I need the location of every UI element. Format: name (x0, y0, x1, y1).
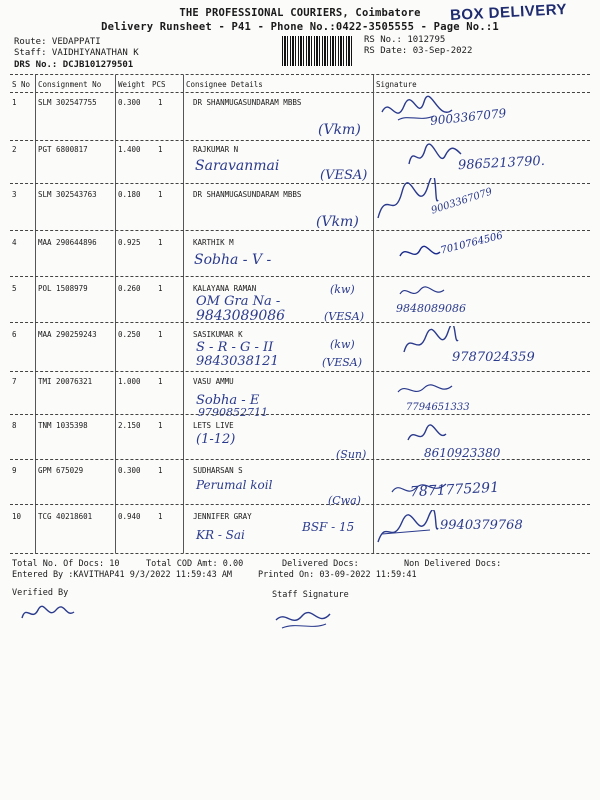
drs-label: DRS No.: DCJB101279501 (14, 60, 134, 70)
row-consignment: SLM 302543763 (38, 190, 97, 199)
col-divider (373, 75, 374, 553)
row-consignee: KARTHIK M (193, 238, 234, 247)
row-handwritten-phone-alt: 9790852711 (198, 406, 268, 419)
col-header-pcs: PCS (152, 80, 166, 89)
row-weight: 0.300 (118, 98, 141, 107)
signature-scribble (372, 510, 442, 550)
row-handwritten-phone: 9848089086 (396, 302, 466, 315)
row-pcs: 1 (158, 466, 163, 475)
row-consignee: KALAYANA RAMAN (193, 284, 257, 293)
row-handwritten-phone: 9865213790. (457, 153, 546, 174)
row-consignment: TNM 1035398 (38, 421, 88, 430)
row-handwritten-phone: 9003367079 (429, 186, 494, 217)
non-delivered-docs: Non Delivered Docs: (404, 559, 502, 569)
row-sno: 3 (12, 190, 17, 199)
row-consignee: SASIKUMAR K (193, 330, 243, 339)
row-weight: 1.000 (118, 377, 141, 386)
row-consignee: VASU AMMU (193, 377, 234, 386)
total-docs: Total No. Of Docs: 10 (12, 559, 120, 569)
row-pcs: 1 (158, 421, 163, 430)
row-weight: 0.180 (118, 190, 141, 199)
row-rule (10, 183, 590, 184)
row-consignment: MAA 290259243 (38, 330, 97, 339)
signature-scribble (400, 326, 460, 360)
row-sno: 10 (12, 512, 22, 521)
row-consignee: LETS LIVE (193, 421, 234, 430)
signature-scribble (406, 424, 448, 448)
row-rule (10, 140, 590, 141)
row-pcs: 1 (158, 238, 163, 247)
col-divider (183, 75, 184, 553)
row-handwritten-phone: 9787024359 (452, 350, 535, 365)
row-consignee: SUDHARSAN S (193, 466, 243, 475)
row-handwritten-code-alt: (VESA) (322, 356, 363, 369)
row-rule (10, 230, 590, 231)
row-sno: 7 (12, 377, 17, 386)
row-consignment: TMI 20076321 (38, 377, 93, 386)
barcode (282, 36, 354, 66)
staff-signature-label: Staff Signature (272, 590, 349, 600)
row-handwritten-phone: 8610923380 (424, 446, 501, 460)
row-handwritten-note: Perumal koil (196, 478, 273, 492)
col-divider (35, 75, 36, 553)
row-consignment: MAA 290644896 (38, 238, 97, 247)
entered-by: Entered By :KAVITHAP41 9/3/2022 11:59:43 AM (12, 570, 233, 580)
route-label: Route: VEDAPPATI (14, 37, 101, 47)
row-consignment: TCG 40218601 (38, 512, 93, 521)
row-handwritten-note: KR - Sai (196, 528, 245, 542)
printed-on: Printed On: 03-09-2022 11:59:41 (258, 570, 417, 580)
signature-scribble (405, 140, 465, 174)
col-header-consignee: Consignee Details (186, 80, 263, 89)
table-top-rule (10, 74, 590, 75)
row-handwritten-phone: 7794651333 (406, 402, 470, 413)
row-sno: 2 (12, 145, 17, 154)
row-handwritten-note: S - R - G - II (196, 340, 274, 355)
row-sno: 4 (12, 238, 17, 247)
row-sno: 8 (12, 421, 17, 430)
row-pcs: 1 (158, 330, 163, 339)
row-weight: 0.940 (118, 512, 141, 521)
row-rule (10, 371, 590, 372)
row-weight: 0.250 (118, 330, 141, 339)
row-sno: 5 (12, 284, 17, 293)
row-handwritten-code: (Sun) (336, 448, 367, 461)
signature-scribble (398, 282, 448, 302)
row-handwritten-note: Sobha - V - (194, 252, 272, 268)
table-header-rule (10, 92, 590, 93)
row-handwritten-note: (1-12) (196, 432, 236, 447)
rs-date: RS Date: 03-Sep-2022 (364, 46, 473, 56)
verified-by-label: Verified By (12, 588, 69, 598)
row-consignment: SLM 302547755 (38, 98, 97, 107)
row-sno: 1 (12, 98, 17, 107)
row-weight: 0.925 (118, 238, 141, 247)
row-handwritten-code: (VESA) (320, 168, 368, 183)
row-handwritten-phone: 7871775291 (409, 479, 500, 501)
row-handwritten-note: OM Gra Na - (196, 294, 281, 309)
row-pcs: 1 (158, 284, 163, 293)
row-weight: 2.150 (118, 421, 141, 430)
row-handwritten-code: (kw) (330, 283, 355, 296)
row-handwritten-phone: 9003367079 (429, 106, 507, 128)
row-rule (10, 414, 590, 415)
row-consignment: POL 1508979 (38, 284, 88, 293)
signature-scribble (390, 478, 450, 500)
row-handwritten-code: (Vkm) (318, 122, 361, 138)
row-pcs: 1 (158, 512, 163, 521)
row-rule (10, 276, 590, 277)
signature-scribble (398, 242, 444, 266)
staff-signature (272, 606, 334, 634)
row-consignee: DR SHANMUGASUNDARAM MBBS (193, 98, 302, 107)
row-pcs: 1 (158, 98, 163, 107)
col-header-weight: Weight (118, 80, 146, 89)
col-divider (115, 75, 116, 553)
row-sno: 6 (12, 330, 17, 339)
row-weight: 0.300 (118, 466, 141, 475)
row-handwritten-note: Sobha - E (196, 393, 260, 408)
row-handwritten-code-alt: (VESA) (324, 310, 365, 323)
row-consignment: PGT 6800817 (38, 145, 88, 154)
verified-signature (18, 600, 78, 626)
col-header-consignment: Consignment No (38, 80, 102, 89)
box-delivery-stamp: BOX DELIVERY (449, 0, 568, 25)
row-rule (10, 504, 590, 505)
total-cod: Total COD Amt: 0.00 (146, 559, 244, 569)
row-handwritten-phone-alt: 9843038121 (196, 354, 279, 369)
row-handwritten-code: BSF - 15 (302, 520, 355, 534)
signature-scribble (372, 178, 442, 228)
signature-scribble (378, 92, 458, 132)
row-handwritten-phone: 7010764506 (439, 230, 505, 257)
company-title: THE PROFESSIONAL COURIERS, Coimbatore (179, 7, 421, 19)
runsheet-title: Delivery Runsheet - P41 - Phone No.:0422-3505555 - Page No.:1 (101, 21, 499, 33)
table-bottom-rule (10, 553, 590, 554)
row-handwritten-code: (kw) (330, 338, 355, 351)
row-handwritten-note: Saravanmai (195, 158, 280, 174)
row-handwritten-code: (Cwa) (328, 494, 361, 507)
row-handwritten-phone-alt: 9843089086 (196, 308, 286, 324)
col-header-signature: Signature (376, 80, 417, 89)
row-consignee: RAJKUMAR N (193, 145, 239, 154)
row-pcs: 1 (158, 145, 163, 154)
row-pcs: 1 (158, 190, 163, 199)
row-rule (10, 322, 590, 323)
row-consignment: GPM 675029 (38, 466, 84, 475)
staff-label: Staff: VAIDHIYANATHAN K (14, 48, 139, 58)
col-header-sno: S No (12, 80, 31, 89)
row-weight: 1.400 (118, 145, 141, 154)
signature-scribble (396, 380, 456, 400)
row-pcs: 1 (158, 377, 163, 386)
row-handwritten-code: (Vkm) (316, 214, 359, 230)
delivered-docs: Delivered Docs: (282, 559, 359, 569)
row-handwritten-phone: 9940379768 (440, 518, 523, 533)
row-consignee: JENNIFER GRAY (193, 512, 252, 521)
row-sno: 9 (12, 466, 17, 475)
row-rule (10, 459, 590, 460)
row-weight: 0.260 (118, 284, 141, 293)
row-consignee: DR SHANMUGASUNDARAM MBBS (193, 190, 302, 199)
rs-number: RS No.: 1012795 (364, 35, 446, 45)
